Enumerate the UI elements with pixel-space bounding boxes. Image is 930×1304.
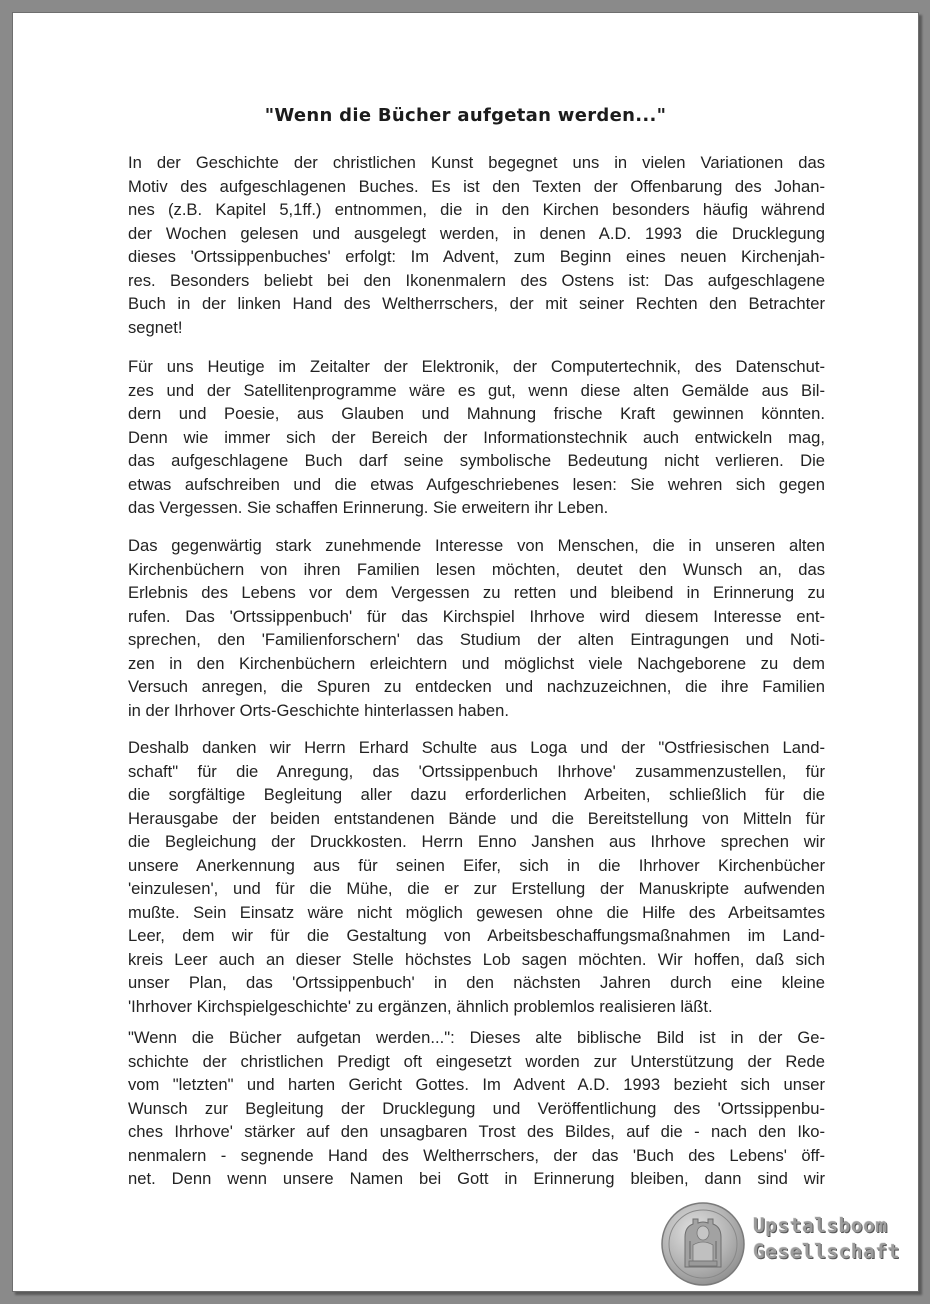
text-line: Erlebnis des Lebens vor dem Vergessen zu retten und bleibend in Erinnerung zu <box>128 583 825 602</box>
text-line: Buch in der linken Hand des Weltherrschers, der mit seiner Rechten den Betrachter <box>128 294 825 313</box>
text-line: Das gegenwärtig stark zunehmende Interesse von Menschen, die in unseren alten <box>128 536 825 555</box>
text-line: Motiv des aufgeschlagenen Buches. Es ist den Texten der Offenbarung des Johan- <box>128 176 825 196</box>
text-line: etwas aufschreiben und die etwas Aufgeschriebenes lesen: Sie wehren sich gegen <box>128 474 825 494</box>
text-line: schichte der christlichen Predigt oft eingesetzt worden zur Unterstützung der Rede <box>128 1051 825 1071</box>
text-line: net. Denn wenn unsere Namen bei Gott in Erinnerung bleiben, dann sind wir <box>128 1169 825 1188</box>
text-line: In der Geschichte der christlichen Kunst begegnet uns in vielen Variationen das <box>128 153 825 172</box>
paragraph-2 <box>128 355 825 520</box>
text-line: "Wenn die Bücher aufgetan werden...": Dieses alte biblische Bild ist in der Ge- <box>128 1028 825 1047</box>
text-line: zes und der Satellitenprogramme wäre es gut, wenn diese alten Gemälde aus Bil- <box>128 380 825 400</box>
text-line: die Begleichung der Druckkosten. Herrn Enno Janshen aus Ihrhove sprechen wir <box>128 832 825 851</box>
text-line: Versuch anregen, die Spuren zu entdecken und nachzuzeichnen, die ihre Familien <box>128 677 825 696</box>
page-title: "Wenn die Bücher aufgetan werden..." <box>264 105 667 126</box>
paragraph-1 <box>128 151 825 339</box>
text-line: 'Ihrhover Kirchspielgeschichte' zu ergänzen, ähnlich problemlos realisieren läßt. <box>128 996 713 1016</box>
text-line: 'einzulesen', und für die Mühe, die er zur Erstellung der Manuskripte aufwenden <box>128 879 825 898</box>
text-line: Deshalb danken wir Herrn Erhard Schulte aus Loga und der "Ostfriesischen Land- <box>128 738 825 757</box>
text-line: Kirchenbüchern von ihren Familien lesen möchten, deutet den Wunsch an, das <box>128 559 825 579</box>
text-line: Denn wie immer sich der Bereich der Informationstechnik auch entwickeln mag, <box>128 427 825 447</box>
text-line: dern und Poesie, aus Glauben und Mahnung frische Kraft gewinnen könnten. <box>128 404 825 423</box>
text-line: rufen. Das 'Ortssippenbuch' für das Kirchspiel Ihrhove wird diesem Interesse ent- <box>128 606 825 626</box>
text-line: segnet! <box>128 317 183 337</box>
logo-line-1: Upstalsboom <box>753 1214 888 1237</box>
paragraph-5 <box>128 1026 825 1191</box>
text-line: dieses 'Ortssippenbuches' erfolgt: Im Advent, zum Beginn eines neuen Kirchenjah- <box>128 247 825 266</box>
society-logo-text <box>753 1213 900 1265</box>
text-line: das Vergessen. Sie schaffen Erinnerung. Sie erweitern ihr Leben. <box>128 498 609 517</box>
text-line: die sorgfältige Begleitung aller dazu erforderlichen Arbeiten, schließlich für die <box>128 785 825 804</box>
text-line: Wunsch zur Begleitung der Drucklegung und Veröffentlichung des 'Ortssippenbu- <box>128 1098 825 1118</box>
paragraph-3 <box>128 534 825 722</box>
text-line: zen in den Kirchenbüchern erleichtern und möglichst viele Nachgeborene zu dem <box>128 653 825 673</box>
paragraph-4 <box>128 736 825 1018</box>
logo-line-2: Gesellschaft <box>753 1240 900 1263</box>
text-line: kreis Leer auch an dieser Stelle höchstes Lob sagen möchten. Wir hoffen, daß sich <box>128 949 825 969</box>
text-line: nenmalern - segnende Hand des Weltherrschers, der das 'Buch des Lebens' öff- <box>128 1145 825 1165</box>
text-line: vom "letzten" und harten Gericht Gottes. Im Advent A.D. 1993 bezieht sich unser <box>128 1075 825 1094</box>
text-line: unsere Anerkennung aus für seinen Eifer, sich in die Ihrhover Kirchenbücher <box>128 855 825 875</box>
text-line: Herausgabe der beiden entstandenen Bände und die Bereitstellung von Mitteln für <box>128 808 825 828</box>
text-line: in der Ihrhover Orts-Geschichte hinterlassen haben. <box>128 700 509 720</box>
text-line: Leer, dem wir für die Gestaltung von Arbeitsbeschaffungsmaßnahmen im Land- <box>128 926 825 945</box>
text-line: sprechen, den 'Familienforschern' das Studium der alten Eintragungen und Noti- <box>128 630 825 649</box>
seal-emblem-icon <box>660 1201 746 1287</box>
text-line: das aufgeschlagene Buch darf seine symbolische Bedeutung nicht verlieren. Die <box>128 451 825 470</box>
text-line: Für uns Heutige im Zeitalter der Elektronik, der Computertechnik, des Datenschut- <box>128 357 825 376</box>
text-line: nes (z.B. Kapitel 5,1ff.) entnommen, die in den Kirchen besonders häufig während <box>128 200 825 219</box>
document-page <box>12 12 919 1292</box>
text-line: der Wochen gelesen und ausgelegt werden, in denen A.D. 1993 die Drucklegung <box>128 223 825 243</box>
text-line: ches Ihrhove' stärker auf den unsagbaren Trost des Bildes, auf die - nach den Iko- <box>128 1122 825 1141</box>
text-line: schaft" für die Anregung, das 'Ortssippenbuch Ihrhove' zusammenzustellen, für <box>128 761 825 781</box>
text-line: res. Besonders beliebt bei den Ikonenmalern des Ostens ist: Das aufgeschlagene <box>128 270 825 290</box>
text-line: unser Plan, das 'Ortssippenbuch' in den nächsten Jahren durch eine kleine <box>128 973 825 992</box>
text-line: mußte. Sein Einsatz wäre nicht möglich gewesen ohne die Hilfe des Arbeitsamtes <box>128 902 825 922</box>
